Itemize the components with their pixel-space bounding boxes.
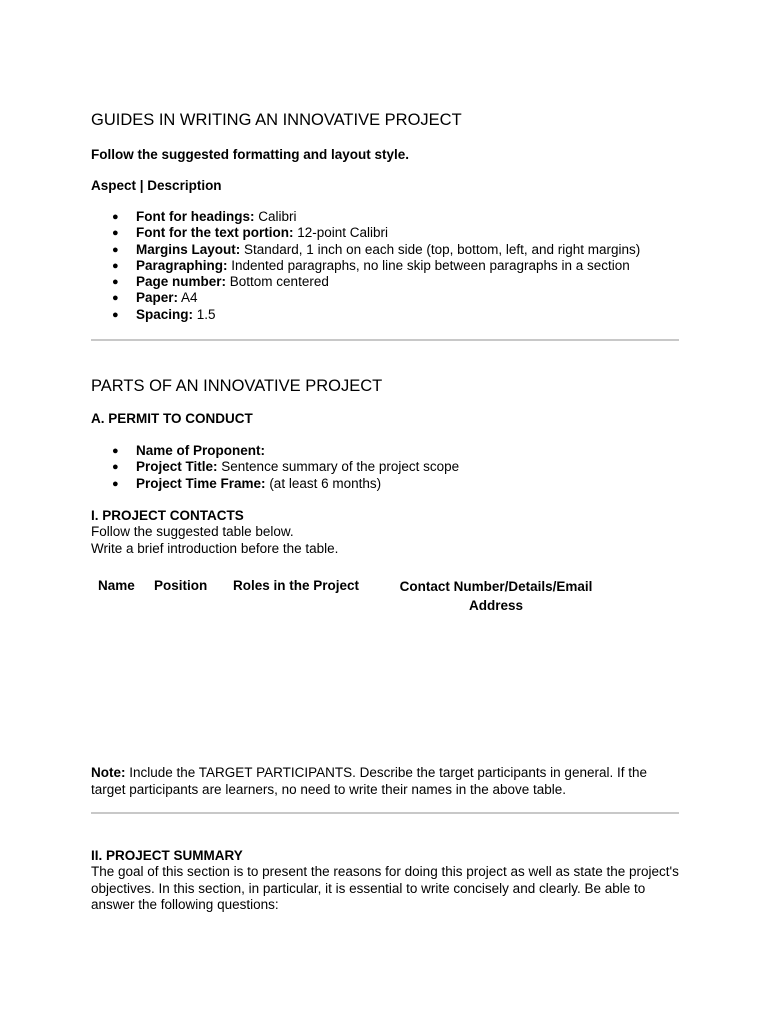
list-item: ● Font for headings: Calibri [112,209,297,224]
bullet-icon: ● [112,227,119,240]
column-header-position: Position [154,578,208,593]
bullet-icon: ● [112,461,119,474]
column-header-name: Name [98,578,135,593]
bullet-icon: ● [112,276,119,289]
contacts-instruction-2: Write a brief introduction before the table. [91,541,339,556]
list-item: ● Spacing: 1.5 [112,306,216,322]
list-item: ● Name of Proponent: [112,443,266,458]
contacts-instruction-1: Follow the suggested table below. [91,524,294,539]
bullet-icon: ● [112,259,119,272]
project-summary-text: The goal of this section is to present the reasons for doing this project as well as state the project's objectives. In this section, in particular, it is essential to write concisely and clearly. Be able to answer the following questions: [91,864,679,912]
list-item: ● Font for the text portion: 12-point Calibri [112,225,389,241]
list-item: ● Page number: Bottom centered [112,274,329,290]
column-header-contact: Contact Number/Details/Email Address [399,579,593,613]
project-contacts-heading: I. PROJECT CONTACTS [91,508,244,523]
permit-heading: A. PERMIT TO CONDUCT [91,411,253,426]
formatting-instruction: Follow the suggested formatting and layout style. [91,147,410,162]
section-divider [91,339,679,341]
formatting-list [91,209,640,323]
list-item: ● Margins Layout: Standard, 1 inch on each side (top, bottom, left, and right margins) [112,241,641,257]
list-item: ● Paragraphing: Indented paragraphs, no line skip between paragraphs in a section [112,257,630,273]
section-divider [91,812,679,814]
project-summary-heading: II. PROJECT SUMMARY [91,848,243,863]
column-header-roles: Roles in the Project [233,578,360,593]
list-item: ● Project Time Frame: (at least 6 months) [112,475,382,491]
aspect-description-header: Aspect | Description [91,178,222,193]
bullet-icon: ● [112,477,119,490]
bullet-icon: ● [112,445,119,457]
bullet-icon: ● [112,292,119,305]
guides-title: GUIDES IN WRITING AN INNOVATIVE PROJECT [91,111,462,129]
list-item: ● Project Title: Sentence summary of the project scope [112,459,460,475]
list-item: ● Paper: A4 [112,290,198,306]
target-participants-note: Note: Include the TARGET PARTICIPANTS. Describe the target participants in general. If the target participants are learners, no need to write their names in the above table. [91,765,647,797]
parts-title: PARTS OF AN INNOVATIVE PROJECT [91,377,383,395]
bullet-icon: ● [112,243,119,256]
permit-list [91,443,459,492]
bullet-icon: ● [112,211,119,223]
bullet-icon: ● [112,308,119,321]
